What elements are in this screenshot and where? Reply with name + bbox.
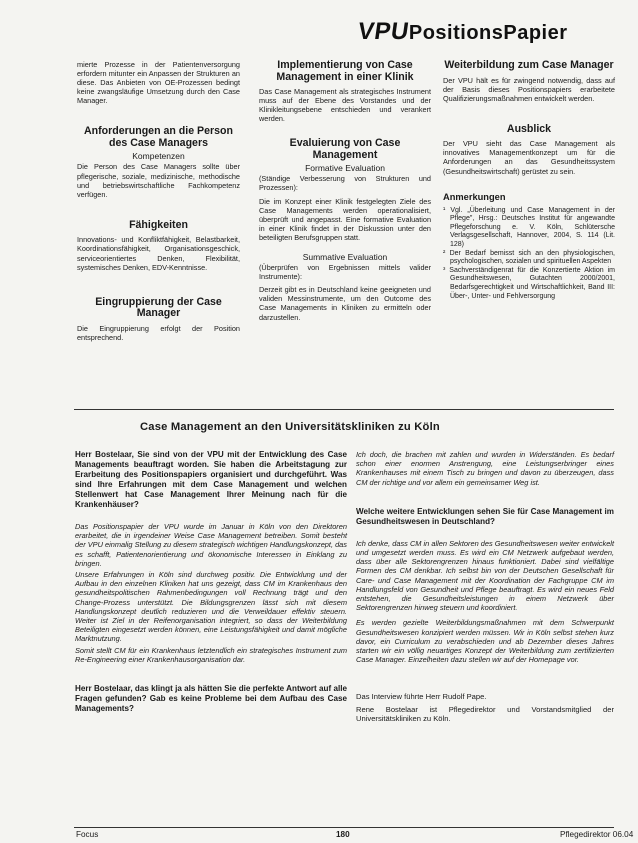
article-right-column	[356, 450, 614, 723]
outlook-text: Der VPU sieht das Case Management als innovatives Managementkonzept um für die Anforderungen an das Gesundheitssystem (Gesundheitswirtschaft) gerüstet zu sein.	[443, 139, 615, 176]
grouping-text: Die Eingruppierung erfolgt der Position entsprechend.	[77, 323, 240, 342]
grouping-heading: Eingruppierung der Case Manager	[95, 295, 222, 320]
summative-intro: (Überprüfen von Ergebnissen mittels valider Instrumente):	[259, 263, 431, 282]
footer-rule	[74, 827, 614, 828]
note-item: ¹ Vgl. „Überleitung und Case Management in der Pflege", Hrsg.: Deutsches Institut für angewandte Pflegeforschung e. V. Köln, Schlütersche Verlagsgesellschaft, Hannover, 2004, S. 114 (Lit. 128)	[443, 206, 615, 249]
training-text: Der VPU hält es für zwingend notwendig, dass auf der Basis dieses Positionspapiers erarbeitete Qualifizierungsmaßnahmen entwickelt werden.	[443, 75, 615, 103]
answer-3-part-1: Ich denke, dass CM in allen Sektoren des Gesundheitswesen weiter entwickelt und umgesetzt werden muss. Es wird ein CM Netzwerk aufgebaut werden, dass über alle Sektorengrenzen hinaus funktioniert. Dabei sind vielfältige Formen des CM denkbar. Ich selbst bin von der Deutschen Gesellschaft für Care- und Case Management mit der Koordination der Fachgruppe CM im Handlungsfeld von Gesundheit und Pflege beauftragt. Es wird ein neues Feld entstehen, die Gesundheitsleistungen in einem Netzwerk über Sektorengrenzen hinweg steuern und koordiniert.	[356, 538, 614, 613]
summative-subheading: Summative Evaluation	[302, 252, 388, 263]
left-intro-text: mierte Prozesse in der Patientenversorgung erfordern mitunter ein Anpassen der Strukturen an diese. Das Anbieten von OE-Prozessen bedingt keine zwangsläufige Umsetzung durch den Case Manager.	[77, 60, 240, 106]
question-1: Herr Bostelaar, Sie sind von der VPU mit der Entwicklung des Case Managements beauftragt worden. Sie haben die Arbeitstagung zur Erarbeitung des Positionspapiers organisiert und durchgeführt. Was sind Ihre Erfahrungen mit dem Case Management und welchen Stellenwert hat Case Management Ihrer Meinung nach für die Krankenhäuser?	[75, 450, 347, 509]
summative-text: Derzeit gibt es in Deutschland keine geeigneten und validen Messinstrumente, um den Outcome des Case Managements in Kliniken zu ermitteln oder darzustellen.	[259, 285, 431, 322]
positionspapier-title: PositionsPapier	[408, 22, 568, 44]
answer-2: Ich doch, die brachen mit zahlen und wurden in Widerständen. Es bedarf schon einer enormen Anstrengung, eine Leistungserbringer eines Krankenhauses mit einem Tisch zu bringen und davon zu überzeugen, dass CM der richtige und vor allem ein gemeinsamer Weg ist.	[356, 450, 614, 487]
competencies-subheading: Kompetenzen	[132, 151, 185, 162]
interviewer-credit: Das Interview führte Herr Rudolf Pape.	[356, 692, 487, 702]
right-column	[443, 60, 615, 301]
article-left-column	[75, 450, 347, 714]
page-number: 180	[336, 830, 350, 839]
note-item: ³ Sachverständigenrat für die Konzertierte Aktion im Gesundheitswesen, Gutachten 2000/2001, Bedarfsgerechtigkeit und Wirtschaftlichkeit, Band III: Über-, Unter- und Fehlversorgung	[443, 266, 615, 300]
answer-1-part-3: Somit stellt CM für ein Krankenhaus letztendlich ein strategisches Instrument zum Re-Engineering einer Krankenhausorganisation dar.	[75, 645, 347, 664]
implementation-text: Das Case Management als strategisches Instrument muss auf der Ebene des Vorstandes und der Klinikleitungsebene entschieden und verankert werden.	[259, 87, 431, 124]
question-3: Welche weitere Entwicklungen sehen Sie für Case Management im Gesundheitswesen in Deutschland?	[356, 506, 614, 526]
formative-text: Die im Konzept einer Klinik festgelegten Ziele des Case Managements werden operationalisiert, überprüft und angepasst. Eine formative Evaluation in einer Klinik findet in der Diskussion unter den beteiligten Berufsgruppen statt.	[259, 196, 431, 242]
left-column	[77, 60, 240, 342]
training-heading: Weiterbildung zum Case Manager	[444, 59, 614, 71]
skills-heading: Fähigkeiten	[129, 218, 188, 231]
note-item: ² Der Bedarf bemisst sich an den physiologischen, psychologischen, sozialen und spirituellen Aspekten	[443, 249, 615, 266]
evaluation-heading: Evaluierung von Case Management	[289, 137, 401, 161]
implementation-heading: Implementierung von Case Management in einer Klinik	[276, 59, 414, 83]
requirements-heading: Anforderungen an die Person des Case Managers	[84, 125, 233, 149]
author-bio: Rene Bostelaar ist Pflegedirektor und Vorstandsmitglied der Universitätskliniken zu Köln.	[356, 704, 614, 723]
article-title: Case Management an den Universitätskliniken zu Köln	[140, 421, 440, 433]
vpu-logo: VPUPositionsPapier	[356, 18, 568, 45]
footer-section-label: Focus	[76, 830, 99, 839]
middle-column	[259, 60, 431, 322]
answer-1-part-2: Unsere Erfahrungen in Köln sind durchweg positiv. Die Entwicklung und der Aufbau in den einzelnen Kliniken hat uns gezeigt, dass CM im Krankenhaus den gesundheitspolitischen Rahmenbedingungen voll Rechnung trägt und den Change-Prozess unterstützt. Die Bildungsgrenzen lässt sich mit diesem Handlungskonzept deutlich reduzieren und die Verweildauer effektiv steuern. Weiter ist Ziel in der Reifenorganisation integriert, so dass der Weiterbildung Beteiligten eingesetzt werden können, eine Leistungsfähigkeit und damit mögliche Marktnutzung.	[75, 570, 347, 644]
footer-issue: Pflegedirektor 06.04	[560, 830, 634, 839]
question-2: Herr Bostelaar, das klingt ja als hätten Sie die perfekte Antwort auf alle Fragen gefunden? Gab es keine Probleme bei dem Aufbau des Case Managements?	[75, 684, 347, 714]
section-divider	[74, 409, 614, 410]
notes-heading: Anmerkungen	[443, 191, 506, 202]
formative-subheading: Formative Evaluation	[305, 163, 385, 174]
requirements-text: Die Person des Case Managers sollte über pflegerische, soziale, medizinische, methodische und betriebswirtschaftliche Fachkompetenz verfügen.	[77, 162, 240, 199]
answer-1-part-1: Das Positionspapier der VPU wurde im Januar in Köln von den Direktoren erarbeitet, die in irgendeiner Weise Case Management betreiben. Somit besteht der VPU einmalig Stellung zu diesem strategisch wichtigen Handlungskonzept, das es schafft, Patientenorientierung und ökonomische Interessen in Einklang zu bringen.	[75, 522, 347, 568]
answer-3-part-2: Es werden gezielte Weiterbildungsmaßnahmen mit dem Schwerpunkt Gesundheitswesen konzipiert werden müssen. Wir in Köln selbst stehen kurz davor, ein Curriculum zu verabschieden und ab Dezember dieses Jahres starten wir ein völlig neuartiges Konzept der Weiterbildung zum zertifizierten Case Manager. Einzelheiten dazu stellen wir auf der Homepage vor.	[356, 618, 614, 665]
outlook-heading: Ausblick	[506, 122, 552, 135]
formative-intro: (Ständige Verbesserung von Strukturen und Prozessen):	[259, 174, 431, 193]
skills-text: Innovations- und Konfliktfähigkeit, Belastbarkeit, Koordinationsfähigkeit, Organisationsgeschick, serviceorientiertes Denken, Flexibilität, systemisches Denken, EDV-Kenntnisse.	[77, 235, 240, 272]
